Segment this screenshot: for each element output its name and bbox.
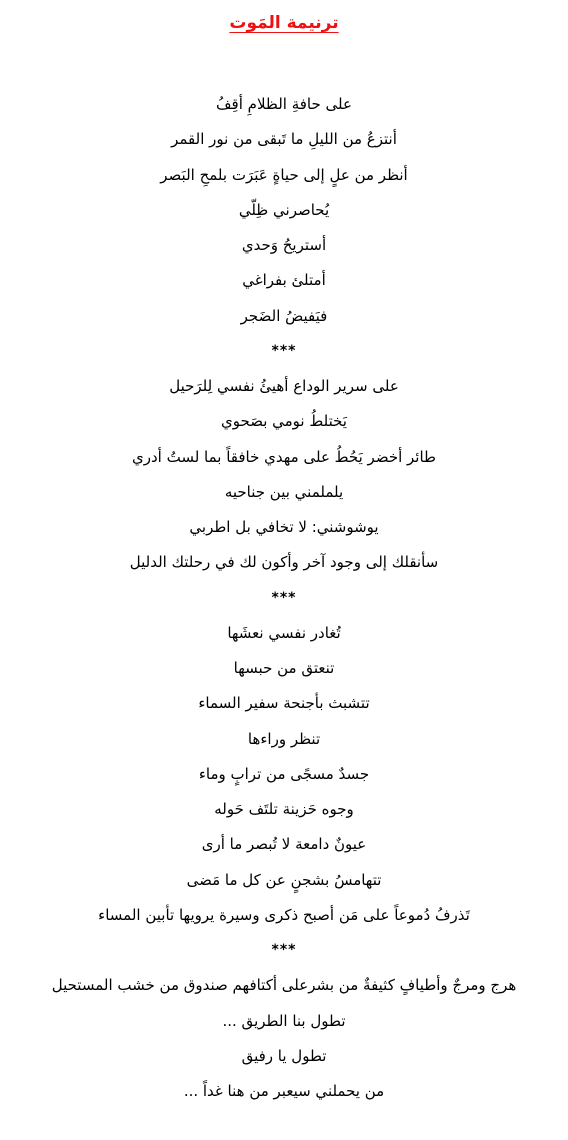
poem-line: عيونٌ دامعة لا تُبصر ما أرى [201, 835, 367, 854]
poem-line: أنتزعُ من الليلِ ما تَبقى من نور القمر [171, 130, 397, 149]
poem-line: وجوه حَزينة تلتَف حَوله [214, 800, 354, 818]
poem-line: من يحملني سيعبر من هنا غداً ... [183, 1082, 385, 1100]
poem-line: على سرير الوداع أهيئُ نفسي لِلرَحيل [169, 377, 399, 395]
poem-line: تنظر وراءها [247, 729, 321, 748]
poem-body [0, 87, 568, 1109]
stanza-separator: *** [271, 589, 297, 606]
poem-line: سأنقلك إلى وجود آخر وأكون لك في رحلتك الدليل [129, 553, 439, 572]
stanza-separator: *** [271, 942, 297, 958]
poem-line: هرج ومرجٌ وأطيافٍ كثيفةٌ من بشرعلى أكتافهم صندوق من خشب المستحيل [51, 976, 517, 995]
poem-line: على حافةِ الظلامِ أقِفُ [216, 95, 352, 113]
poem-line: تطول بنا الطريق ... [222, 1011, 346, 1030]
poem-line: يُحاصرني ظِلّي [238, 200, 330, 219]
stanza-separator: *** [271, 342, 297, 359]
poem-line: تطول يا رفيق [241, 1046, 327, 1065]
poem-line: يوشوشني: لا تخافي بل اطربي [189, 518, 379, 536]
poem-line: فيَفيضُ الضَجر [240, 306, 328, 325]
poem-line: أمتلئ بفراغي [242, 271, 326, 290]
poem-line: تَذرفُ دُموعاً على مَن أصبح ذكرى وسيرة يرويها تأبين المساء [98, 905, 470, 924]
poem-line: أستريحُ وَحدي [241, 236, 327, 254]
poem-line: تتشبث بأجنحة سفير السماء [198, 694, 370, 713]
poem-line: يلملمني بين جناحيه [224, 482, 344, 501]
poem-line: تُغادر نفسي نعشَها [227, 623, 341, 642]
poem-line: جسدٌ مسجًى من ترابٍ وماء [198, 764, 370, 783]
poem-line: تتهامسُ بشجنٍ عن كل ما مَضى [186, 870, 382, 889]
poem-line: يَختلطُ نومي بصَحوي [221, 412, 347, 431]
poem-title: ترنيمة المَوت [229, 13, 339, 33]
poem-line: أنظر من علٍ إلى حياةٍ عَبَرَت بلمحِ البَصر [160, 165, 408, 184]
poem-line: تنعتق من حبسها [233, 659, 335, 677]
poem-line: طائر أخضر يَحُطُ على مهدي خافقاً بما لستُ أدري [131, 447, 436, 466]
